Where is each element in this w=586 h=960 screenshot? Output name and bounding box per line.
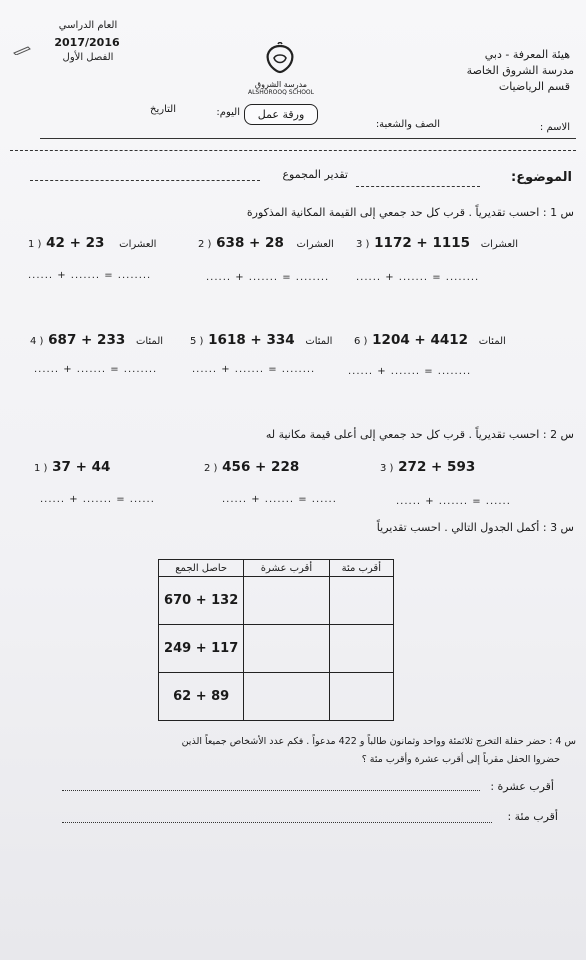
item-expression: 1618 + 334	[208, 332, 295, 348]
q1-item-2	[198, 235, 334, 251]
logo-text-en: ALSHOROOQ SCHOOL	[247, 89, 315, 96]
department-name: قسم الرياضيات	[498, 80, 570, 93]
nearest-hundred-answer-line[interactable]	[62, 822, 492, 823]
header-nearest-hundred: أقرب مئة	[329, 560, 393, 577]
q2-title: س 2 : احسب تقديرياً . قرب كل حد جمعي إلى أعلى قيمة مكانية له	[265, 428, 574, 441]
answer-blank[interactable]: ...... + ....... = ........	[206, 272, 330, 283]
item-place-value: المئات	[305, 336, 333, 347]
pencil-icon	[12, 40, 32, 50]
q3-title: س 3 : أكمل الجدول التالي . احسب تقديرياً	[376, 521, 574, 534]
date-label: التاريخ	[150, 104, 176, 115]
q1-item-5	[190, 332, 332, 348]
nearest-ten-label: أقرب عشرة :	[490, 780, 554, 793]
item-expression: 272 + 593	[398, 459, 476, 475]
subject-label: الموضوع:	[511, 170, 572, 185]
item-place-value: العشرات	[296, 239, 334, 250]
q1-title: س 1 : احسب تقديرياً . قرب كل حد جمعي إلى القيمة المكانية المذكورة	[246, 206, 574, 219]
name-label: الاسم :	[539, 122, 570, 133]
worksheet-label: ورقة عمل	[244, 104, 318, 125]
q1-item-1	[28, 235, 156, 251]
nearest-hundred-cell[interactable]	[329, 625, 393, 673]
subject-right-line	[356, 186, 480, 187]
item-expression: 638 + 28	[216, 235, 284, 251]
subject-left-line	[30, 180, 260, 181]
term-label: الفصل الأول	[62, 52, 114, 63]
item-expression: 1172 + 1115	[374, 235, 471, 251]
class-label: الصف والشعبة:	[375, 119, 440, 130]
table-header-row	[159, 560, 394, 577]
header-dash-divider	[10, 150, 576, 151]
table-row	[159, 577, 394, 625]
item-number: 2 )	[204, 463, 218, 474]
sum-expression: 670 + 132	[159, 577, 244, 625]
item-number: 1 )	[28, 239, 42, 250]
q1-item-3	[356, 235, 518, 251]
q1-item-6	[354, 332, 506, 348]
school-year: 2017/2016	[54, 36, 120, 49]
sum-expression: 249 + 117	[159, 625, 244, 673]
nearest-ten-cell[interactable]	[244, 625, 329, 673]
school-name: مدرسة الشروق الخاصة	[466, 64, 574, 77]
header-divider	[40, 138, 576, 139]
item-place-value: المئات	[135, 336, 164, 347]
sum-expression: 62 + 89	[159, 673, 244, 721]
item-number: 4 )	[30, 336, 44, 347]
table-row	[159, 673, 394, 721]
nearest-hundred-label: أقرب مئة :	[507, 810, 558, 823]
nearest-hundred-cell[interactable]	[329, 577, 393, 625]
year-label: العام الدراسي	[58, 20, 118, 31]
answer-blank[interactable]: ...... + ....... = ........	[348, 366, 472, 377]
item-expression: 42 + 23	[46, 235, 105, 251]
item-expression: 456 + 228	[222, 459, 300, 475]
item-number: 5 )	[190, 336, 204, 347]
item-number: 3 )	[356, 239, 370, 250]
nearest-hundred-cell[interactable]	[329, 673, 393, 721]
answer-blank[interactable]: ...... + ....... = ......	[40, 494, 155, 505]
item-expression: 1204 + 4412	[372, 332, 469, 348]
answer-blank[interactable]: ...... + ....... = ........	[34, 364, 158, 375]
subject-value: تقدير المجموع	[282, 168, 348, 181]
nearest-ten-answer-line[interactable]	[62, 790, 480, 791]
q4-line-1: س 4 : حضر حفلة التخرج ثلاثمئة وواحد وثمانون طالباً و 422 مدعواً . فكم عدد الأشخاص جميعاً الذين	[181, 736, 576, 747]
item-place-value: المئات	[478, 336, 506, 347]
answer-blank[interactable]: ...... + ....... = ......	[222, 494, 337, 505]
day-label: اليوم:	[216, 107, 240, 118]
item-place-value: العشرات	[480, 239, 518, 250]
nearest-ten-cell[interactable]	[244, 673, 329, 721]
q2-item-1	[34, 459, 110, 475]
item-number: 2 )	[198, 239, 212, 250]
item-expression: 37 + 44	[52, 459, 111, 475]
answer-blank[interactable]: ...... + ....... = ........	[192, 364, 316, 375]
table-row	[159, 625, 394, 673]
item-number: 6 )	[354, 336, 368, 347]
q4-line-2: حضروا الحفل مقرباً إلى أقرب عشرة وأقرب مئة ؟	[361, 754, 560, 765]
item-number: 1 )	[34, 463, 48, 474]
answer-blank[interactable]: ...... + ....... = ........	[28, 270, 152, 281]
answer-blank[interactable]: ...... + ....... = ......	[396, 496, 511, 507]
header-nearest-ten: أقرب عشرة	[244, 560, 329, 577]
q2-item-3	[380, 459, 475, 475]
school-logo	[260, 42, 300, 76]
logo-text-ar: مدرسة الشروق	[254, 80, 308, 89]
authority-name: هيئة المعرفة - دبي	[484, 48, 570, 61]
estimation-table	[158, 559, 394, 721]
header-sum: حاصل الجمع	[159, 560, 244, 577]
item-expression: 687 + 233	[48, 332, 126, 348]
q2-item-2	[204, 459, 299, 475]
answer-blank[interactable]: ...... + ....... = ........	[356, 272, 480, 283]
nearest-ten-cell[interactable]	[244, 577, 329, 625]
q1-item-4	[30, 332, 163, 348]
item-place-value: العشرات	[119, 239, 157, 250]
item-number: 3 )	[380, 463, 394, 474]
